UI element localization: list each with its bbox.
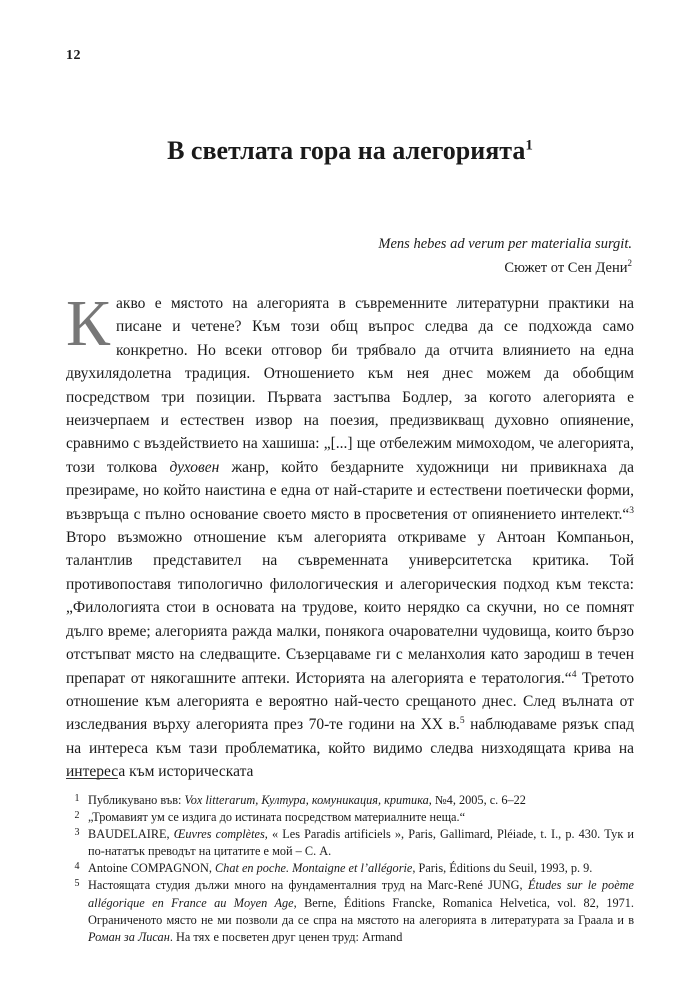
footnote-text-part: Настоящата студия дължи много на фундаменталния труд на Marc-René JUNG, [88, 878, 528, 893]
epigraph-source-text: Сюжет от Сен Дени [504, 260, 628, 276]
epigraph [378, 232, 632, 280]
footnote [66, 792, 634, 809]
footnote-text-part: . На тях е посветен друг ценен труд: Armand [169, 929, 403, 944]
footnote [66, 860, 634, 877]
drop-cap: К [66, 287, 111, 360]
footnote-text-part: , Berne, Éditions Francke, Romanica Helvetica, vol. 82, 1971. Ограниченото място не ми позволи да се спра на мястото на алегорията в литературата за Граала и в [88, 895, 634, 927]
footnote-text-part: „Тромавият ум се издига до истината посредством материалните неща.“ [88, 810, 466, 825]
body-text-5: наблюдаваме рязък спад на интереса към тази проблематика, който видимо следва низходящата крива на интереса към историческата [66, 716, 634, 781]
footnote-text [88, 877, 634, 945]
epigraph-quote: Mens hebes ad verum per materialia surgit. [378, 236, 632, 252]
body-italic-term: духовен [169, 458, 220, 476]
footnote-ref-4[interactable]: 4 [571, 669, 577, 680]
chapter-title-text: В светлата гора на алегорията [167, 136, 526, 165]
body-text-2: жанр, който бездарните художници ни привикнаха да презираме, но който наистина е една от най-старите и естествени поетически форми, възвръща с пълно основание своето място в просветения от опиянението интелект.“ [66, 458, 635, 523]
footnote-divider [66, 778, 118, 779]
footnotes [66, 792, 634, 946]
footnote-ref-2[interactable]: 2 [627, 258, 632, 269]
footnote-italic: Vox litterarum, Култура, комуникация, критика [184, 793, 429, 807]
footnote-number: 4 [74, 861, 80, 873]
footnote-number: 2 [74, 810, 80, 822]
footnote [66, 877, 634, 945]
footnote-number: 3 [74, 827, 80, 839]
body-text-4: Третото отношение към алегорията е вероятно най-често срещаното днес. След вълната от изследвания върху алегорията през 70-те години на XX в. [66, 669, 634, 734]
footnote-italic: Œuvres complètes, [173, 827, 268, 842]
footnote [66, 809, 634, 826]
body-paragraph [66, 287, 635, 784]
footnote-text [88, 792, 634, 809]
footnote-text [88, 809, 634, 826]
body-text-1: акво е мястото на алегорията в съвременните литературни практики на писане и четене? Към този общ въпрос следва да се подхожда само конкретно. Но всеки отговор би трябвало да отчита влиянието на една двухилядолетна традиция. Отношението към нея днес можем да обобщим посредством три позиции. Първата застъпва Бодлер, за когото алегорията е неизчерпаем и естествен извор на поезия, предизвикващ духовно опиянение, сравнимо с въздействието на хашиша: „[...] ще отбележим мимоходом, че алегорията, този толкова [66, 295, 634, 476]
footnote-italic: Роман за Лисан [88, 929, 170, 944]
footnote-number: 5 [74, 878, 80, 890]
footnote-ref-3[interactable]: 3 [629, 505, 634, 516]
footnote-ref-5[interactable]: 5 [459, 716, 465, 727]
footnote-text-part: , №4, 2005, с. 6–22 [428, 793, 526, 807]
footnote-italic: Études sur le poème allégorique en France au Moyen Age [88, 878, 634, 910]
footnote-text-part: Публикувано във: [88, 793, 185, 807]
footnote [66, 826, 634, 860]
footnote-text-part: « Les Paradis artificiels », Paris, Gallimard, Pléiade, t. I., p. 430. Тук и по-нататък преводът на цитатите е мой – С. А. [88, 827, 634, 859]
epigraph-source [378, 256, 632, 280]
footnote-text-part: Antoine COMPAGNON, [88, 861, 215, 876]
footnote-number: 1 [74, 793, 80, 804]
page-number: 12 [66, 48, 81, 63]
footnote-ref-1[interactable]: 1 [525, 137, 533, 154]
footnote-text-part: , Paris, Éditions du Seuil, 1993, p. 9. [412, 861, 593, 876]
footnote-italic: Chat en poche. Montaigne et l’allégorie [214, 861, 413, 876]
body-text-3: Второ възможно отношение към алегорията откриваме у Антоан Компаньон, талантлив представител на съвременната университетска критика. Той противопоставя типологично филологическия и алегорическия подход към текста: „Филологията стои в основата на трудове, които нерядко са скучни, но се помнят дълго време; алегорията ражда малки, понякога очарователни чудовища, които бързо отстъпват място на следващите. Съзерцаваме ги с меланхолия като зародиш в течен препарат от някогашните аптеки. Историята на алегорията е тератология.“ [66, 529, 634, 687]
footnote-text [88, 826, 634, 860]
footnote-text [88, 860, 634, 877]
footnote-text-part: BAUDELAIRE, [88, 827, 174, 842]
chapter-title [66, 136, 634, 166]
